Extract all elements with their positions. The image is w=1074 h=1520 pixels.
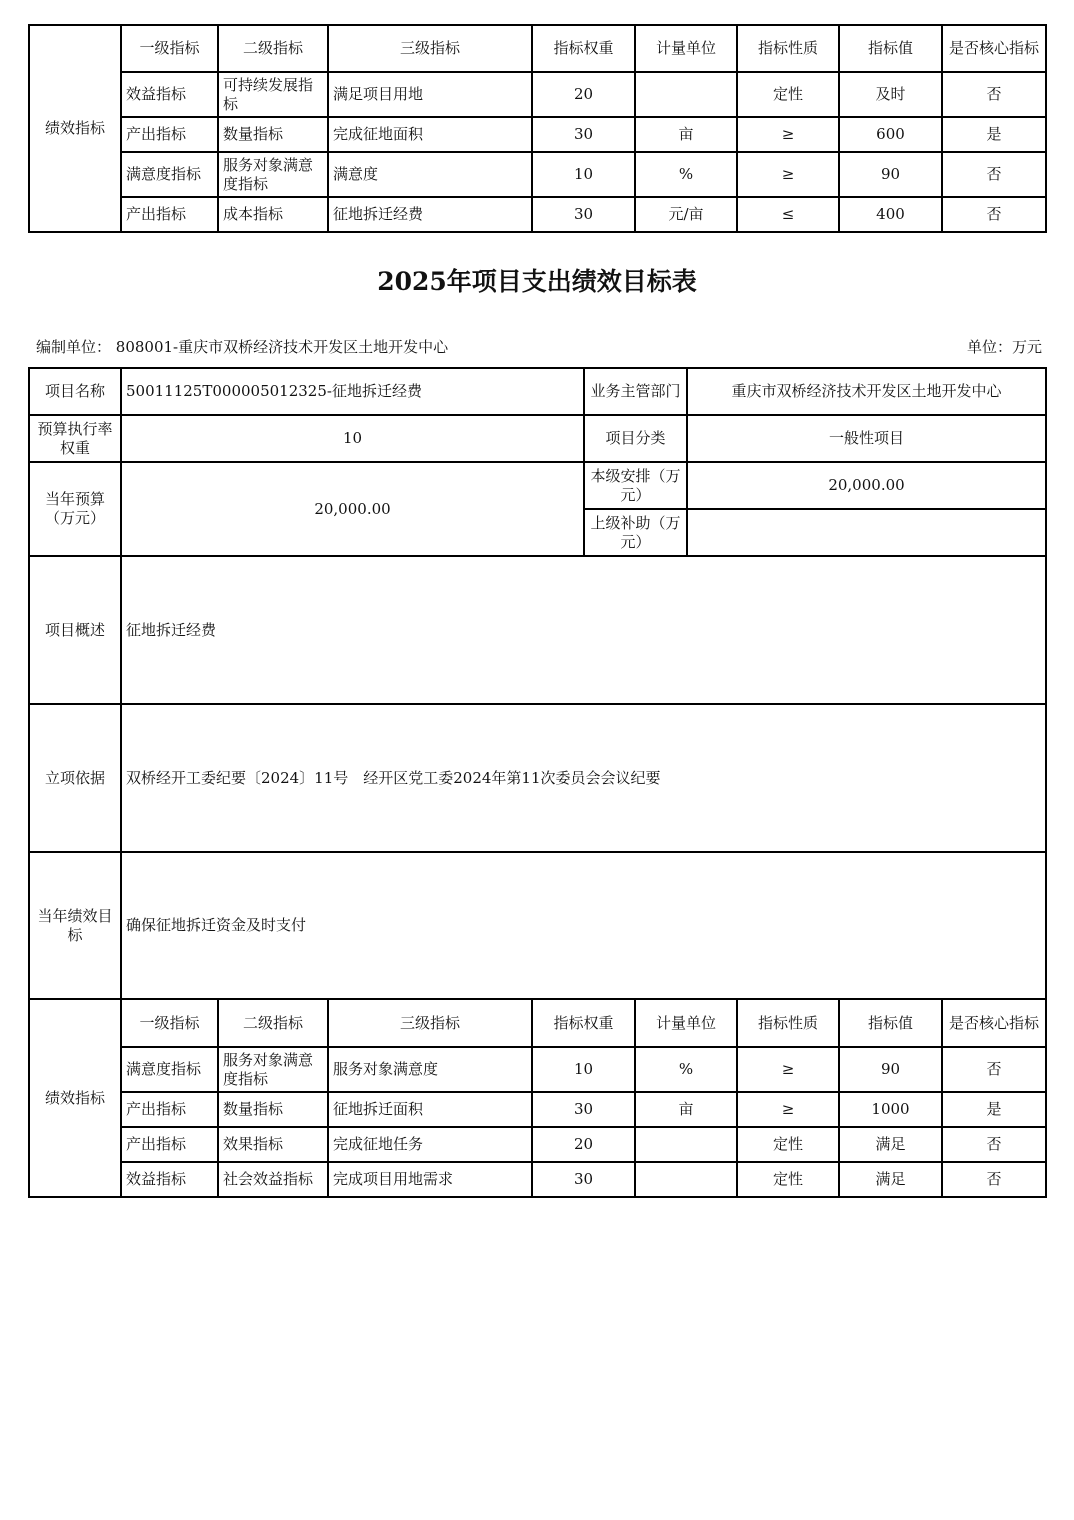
cell-unit: %: [635, 152, 737, 197]
upper-value: [687, 509, 1046, 556]
cell-level2: 数量指标: [218, 1092, 328, 1127]
org-line: [36, 336, 448, 357]
cell-level1: 产出指标: [121, 197, 218, 232]
cell-weight: 10: [532, 1047, 635, 1092]
cell-core: 否: [942, 197, 1046, 232]
cell-core: 否: [942, 1162, 1046, 1197]
header-value: 指标值: [839, 25, 942, 72]
table-row: [29, 1127, 1046, 1162]
table-row: [29, 1092, 1046, 1127]
header-value: 指标值: [839, 999, 942, 1047]
cell-nature: ≥: [737, 152, 839, 197]
org-value: 808001-重庆市双桥经济技术开发区土地开发中心: [115, 338, 449, 356]
dept-label: 业务主管部门: [584, 368, 687, 415]
header-level3: 三级指标: [328, 999, 532, 1047]
budget-value: 20,000.00: [121, 462, 584, 556]
table-row: [29, 1047, 1046, 1092]
category-value: 一般性项目: [687, 415, 1046, 462]
cell-value: 及时: [839, 72, 942, 117]
header-weight: 指标权重: [532, 25, 635, 72]
cell-value: 600: [839, 117, 942, 152]
performance-section-label: 绩效指标: [29, 25, 121, 232]
cell-core: 是: [942, 117, 1046, 152]
cell-unit: %: [635, 1047, 737, 1092]
cell-weight: 30: [532, 197, 635, 232]
cell-nature: 定性: [737, 1162, 839, 1197]
cell-weight: 30: [532, 117, 635, 152]
cell-unit: 亩: [635, 1092, 737, 1127]
category-label: 项目分类: [584, 415, 687, 462]
header-level1: 一级指标: [121, 999, 218, 1047]
cell-level3: 完成征地面积: [328, 117, 532, 152]
cell-level1: 产出指标: [121, 117, 218, 152]
header-core: 是否核心指标: [942, 25, 1046, 72]
cell-level2: 社会效益指标: [218, 1162, 328, 1197]
cell-nature: ≤: [737, 197, 839, 232]
header-weight: 指标权重: [532, 999, 635, 1047]
cell-weight: 10: [532, 152, 635, 197]
performance-section-label: 绩效指标: [29, 999, 121, 1197]
cell-value: 400: [839, 197, 942, 232]
basis-value: 双桥经开工委纪要〔2024〕11号 经开区党工委2024年第11次委员会会议纪要: [121, 704, 1046, 852]
cell-level1: 产出指标: [121, 1127, 218, 1162]
cell-level1: 效益指标: [121, 1162, 218, 1197]
cell-nature: 定性: [737, 1127, 839, 1162]
header-unit: 计量单位: [635, 25, 737, 72]
overview-value: 征地拆迁经费: [121, 556, 1046, 704]
cell-value: 满足: [839, 1162, 942, 1197]
unit-text: 单位：万元: [966, 338, 1042, 356]
project-name-value: 50011125T000005012325-征地拆迁经费: [121, 368, 584, 415]
cell-level2: 效果指标: [218, 1127, 328, 1162]
basis-label: 立项依据: [29, 704, 121, 852]
cell-core: 否: [942, 152, 1046, 197]
local-value: 20,000.00: [687, 462, 1046, 509]
header-level2: 二级指标: [218, 25, 328, 72]
cell-nature: ≥: [737, 117, 839, 152]
cell-value: 90: [839, 1047, 942, 1092]
cell-value: 90: [839, 152, 942, 197]
header-level2: 二级指标: [218, 999, 328, 1047]
org-label: 编制单位：: [36, 338, 112, 356]
project-info-table: [28, 367, 1047, 1000]
cell-unit: [635, 72, 737, 117]
cell-unit: [635, 1162, 737, 1197]
cell-level2: 成本指标: [218, 197, 328, 232]
cell-nature: ≥: [737, 1047, 839, 1092]
cell-level2: 服务对象满意度指标: [218, 1047, 328, 1092]
cell-weight: 30: [532, 1092, 635, 1127]
cell-weight: 20: [532, 1127, 635, 1162]
header-nature: 指标性质: [737, 25, 839, 72]
header-nature: 指标性质: [737, 999, 839, 1047]
cell-core: 否: [942, 1127, 1046, 1162]
dept-value: 重庆市双桥经济技术开发区土地开发中心: [687, 368, 1046, 415]
cell-level3: 服务对象满意度: [328, 1047, 532, 1092]
performance-table-top: [28, 24, 1047, 233]
goal-value: 确保征地拆迁资金及时支付: [121, 852, 1046, 999]
cell-level1: 产出指标: [121, 1092, 218, 1127]
header-unit: 计量单位: [635, 999, 737, 1047]
cell-level3: 征地拆迁经费: [328, 197, 532, 232]
header-level1: 一级指标: [121, 25, 218, 72]
cell-level1: 效益指标: [121, 72, 218, 117]
cell-core: 否: [942, 1047, 1046, 1092]
cell-level2: 服务对象满意度指标: [218, 152, 328, 197]
header-level3: 三级指标: [328, 25, 532, 72]
cell-level2: 数量指标: [218, 117, 328, 152]
table-row: [29, 152, 1046, 197]
cell-level3: 完成征地任务: [328, 1127, 532, 1162]
local-label: 本级安排（万元）: [584, 462, 687, 509]
performance-table-bottom: [28, 998, 1047, 1198]
table-row: [29, 117, 1046, 152]
cell-level2: 可持续发展指标: [218, 72, 328, 117]
cell-nature: 定性: [737, 72, 839, 117]
header-core: 是否核心指标: [942, 999, 1046, 1047]
cell-level3: 满足项目用地: [328, 72, 532, 117]
cell-weight: 30: [532, 1162, 635, 1197]
table-row: [29, 1162, 1046, 1197]
cell-level3: 完成项目用地需求: [328, 1162, 532, 1197]
cell-value: 1000: [839, 1092, 942, 1127]
cell-level3: 征地拆迁面积: [328, 1092, 532, 1127]
cell-level1: 满意度指标: [121, 1047, 218, 1092]
cell-level3: 满意度: [328, 152, 532, 197]
cell-unit: [635, 1127, 737, 1162]
table-row: [29, 197, 1046, 232]
cell-core: 是: [942, 1092, 1046, 1127]
budget-label: 当年预算（万元）: [29, 462, 121, 556]
cell-core: 否: [942, 72, 1046, 117]
exec-weight-value: 10: [121, 415, 584, 462]
cell-level1: 满意度指标: [121, 152, 218, 197]
cell-unit: 亩: [635, 117, 737, 152]
exec-weight-label: 预算执行率权重: [29, 415, 121, 462]
table-row: [29, 72, 1046, 117]
cell-nature: ≥: [737, 1092, 839, 1127]
cell-unit: 元/亩: [635, 197, 737, 232]
cell-weight: 20: [532, 72, 635, 117]
upper-label: 上级补助（万元）: [584, 509, 687, 556]
project-name-label: 项目名称: [29, 368, 121, 415]
page-title: 2025年项目支出绩效目标表: [377, 267, 697, 296]
goal-label: 当年绩效目标: [29, 852, 121, 999]
cell-value: 满足: [839, 1127, 942, 1162]
overview-label: 项目概述: [29, 556, 121, 704]
